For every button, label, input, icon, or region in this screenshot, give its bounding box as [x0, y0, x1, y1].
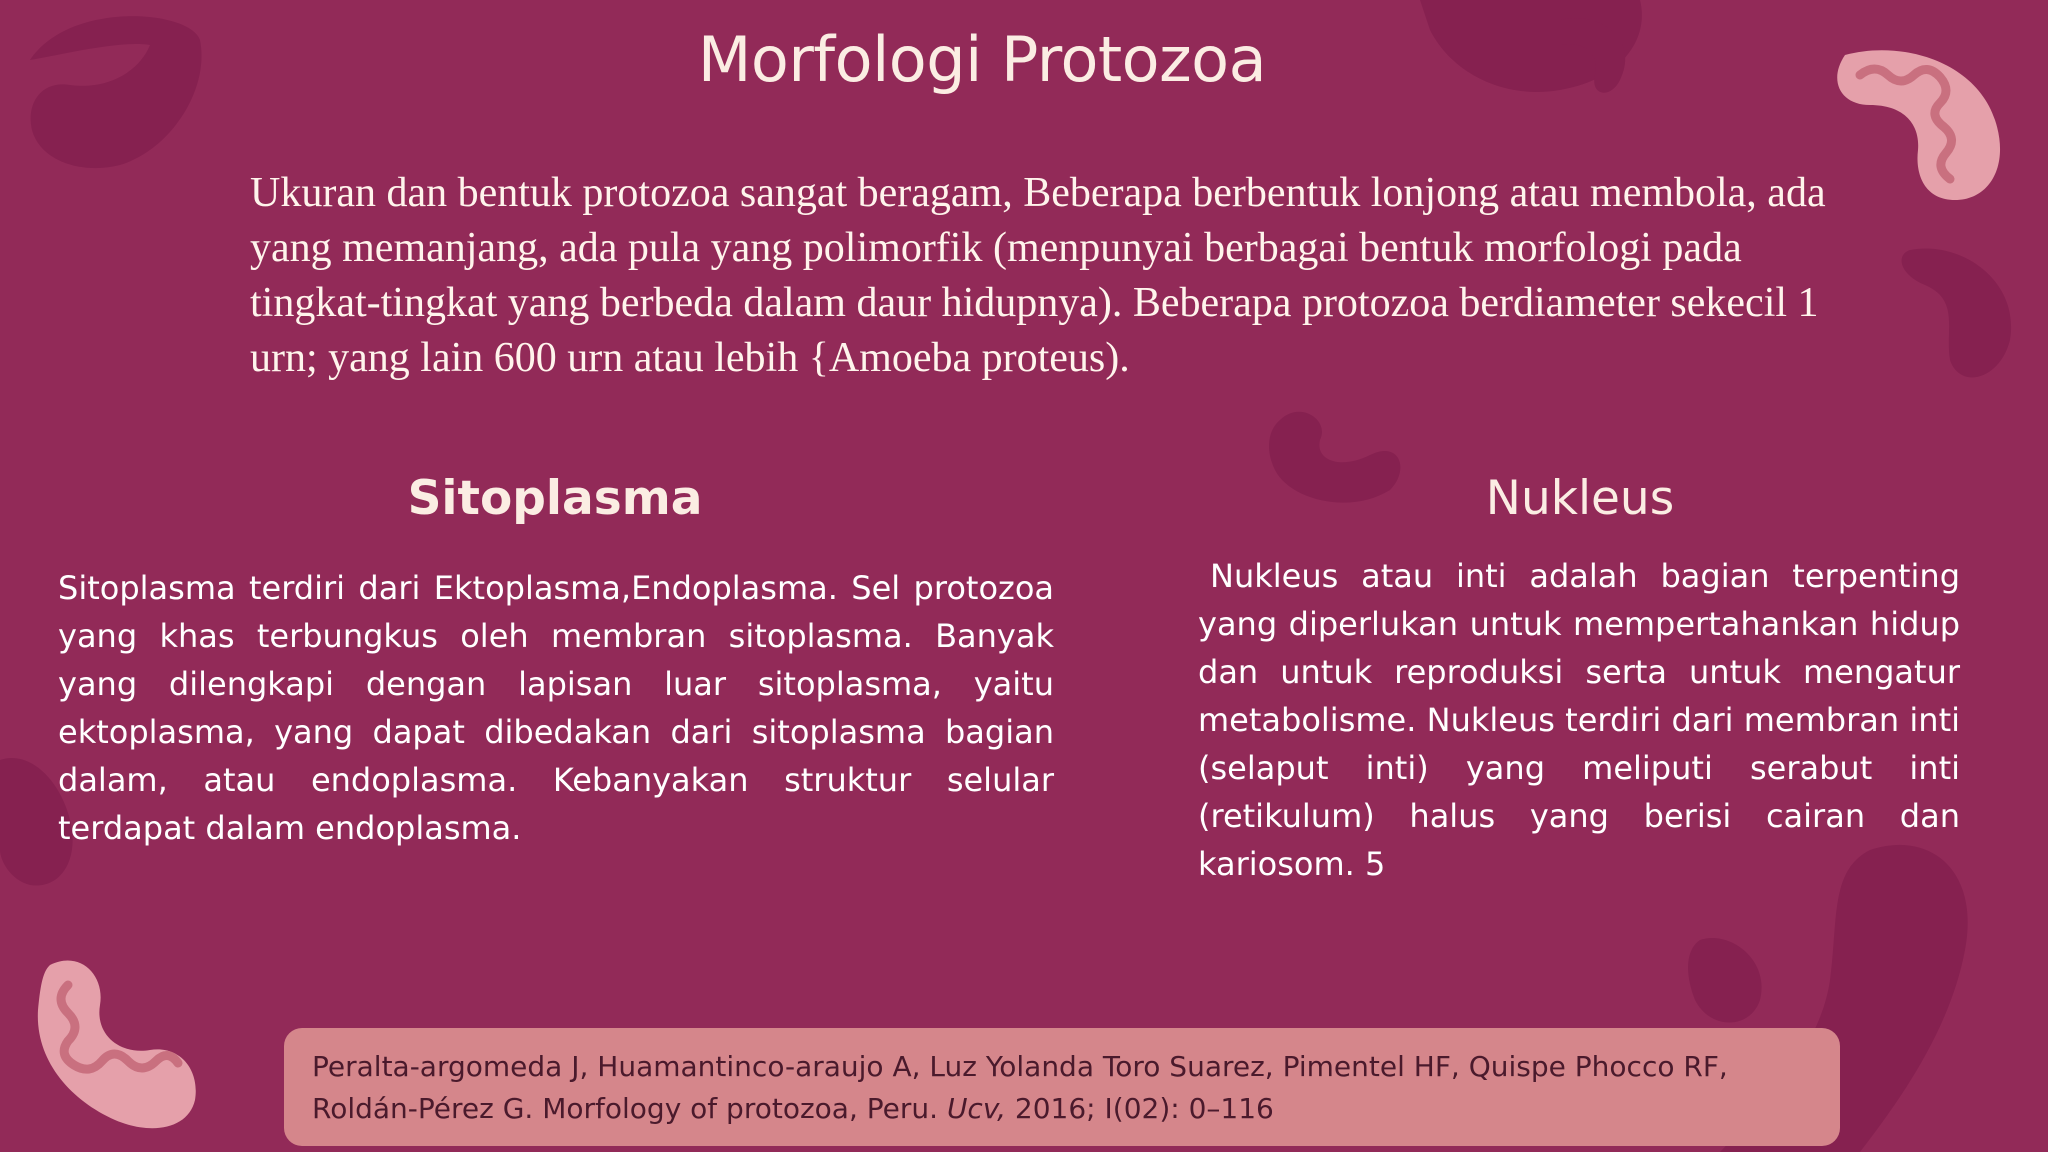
- decor-blob-bottom-right-small: [1688, 938, 1762, 1022]
- slide-title: Morfologi Protozoa: [697, 23, 1267, 96]
- citation-box: [284, 1028, 1840, 1146]
- citation-journal: Ucv,: [946, 1092, 1007, 1125]
- nukleus-body: Nukleus atau inti adalah bagian terpenting yang diperlukan untuk mempertahankan hidup dan untuk reproduksi serta untuk mengatur metabolisme. Nukleus terdiri dari membran inti (selaput inti) yang meliputi serabut inti (retikulum) halus yang berisi cairan dan kariosom. 5: [1198, 557, 1960, 883]
- intro-paragraph: Ukuran dan bentuk protozoa sangat beragam, Beberapa berbentuk lonjong atau membola, ada yang memanjang, ada pula yang polimorfik (menpunyai berbagai bentuk morfologi pada tingkat-tingkat yang berbeda dalam daur hidupnya). Beberapa protozoa berdiameter sekecil 1 urn; yang lain 600 urn atau lebih {Amoeba proteus).: [250, 170, 1826, 381]
- citation-line-2: [312, 1088, 1812, 1130]
- nukleus-heading: Nukleus: [1485, 471, 1675, 526]
- sitoplasma-heading: Sitoplasma: [407, 471, 703, 526]
- sitoplasma-body: Sitoplasma terdiri dari Ektoplasma,Endoplasma. Sel protozoa yang khas terbungkus oleh membran sitoplasma. Banyak yang dilengkapi dengan lapisan luar sitoplasma, yaitu ektoplasma, yang dapat dibedakan dari sitoplasma bagian dalam, atau endoplasma. Kebanyakan struktur selular terdapat dalam endoplasma.: [58, 569, 1054, 847]
- mitochondrion-icon-bottom-left: [38, 961, 196, 1129]
- citation-line-1: Peralta-argomeda J, Huamantinco-araujo A, Luz Yolanda Toro Suarez, Pimentel HF, Quispe Phocco RF,: [312, 1050, 1728, 1083]
- citation-authors-end: Roldán-Pérez G. Morfology of protozoa, Peru.: [312, 1092, 939, 1125]
- citation-volume: 2016; I(02): 0–116: [1014, 1092, 1274, 1125]
- decor-blob-right-bean: [1902, 248, 2012, 377]
